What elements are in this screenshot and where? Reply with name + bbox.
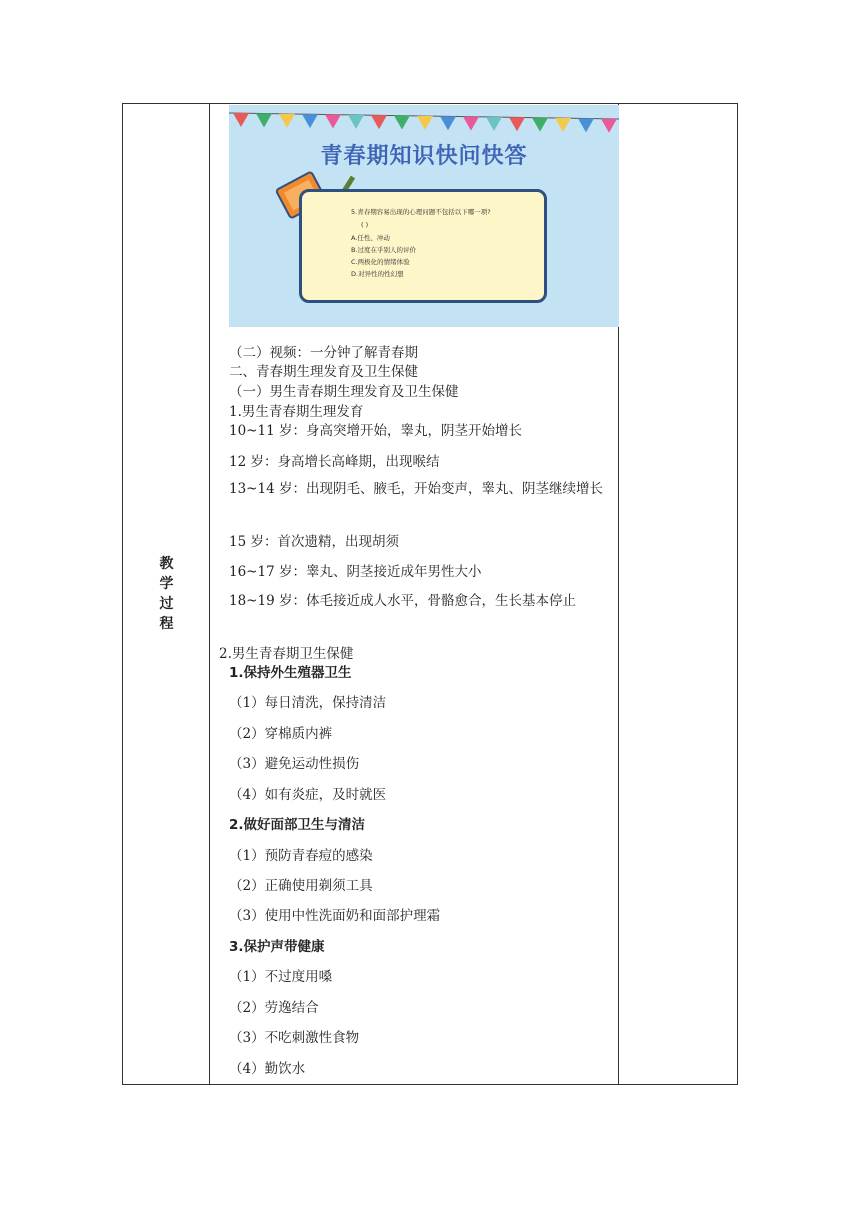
question-text: 5.青春期容易出现的心理问题不包括以下哪一项?	[351, 208, 491, 216]
slide-title: 青春期知识快问快答	[320, 144, 528, 169]
hygiene-item: （4）勤饮水	[229, 1061, 306, 1077]
quiz-slide-image	[229, 105, 619, 327]
hygiene-item: （3）使用中性洗面奶和面部护理霜	[229, 908, 441, 924]
heading-hygiene: 2.男生青春期卫生保健	[219, 646, 354, 662]
lesson-table	[122, 103, 738, 1085]
label-char: 程	[159, 616, 174, 632]
hygiene-heading: 1.保持外生殖器卫生	[229, 665, 352, 681]
hygiene-heading: 2.做好面部卫生与清洁	[229, 817, 366, 833]
label-char: 学	[159, 576, 174, 592]
age-item: 13~14 岁：出现阴毛、腋毛，开始变声，睾丸、阴茎继续增长	[229, 481, 603, 497]
hygiene-item: （1）每日清洗，保持清洁	[229, 695, 387, 711]
video-line: （二）视频：一分钟了解青春期	[229, 345, 418, 361]
hygiene-heading: 3.保护声带健康	[229, 939, 325, 955]
option-d: D.对异性的性幻想	[351, 270, 404, 278]
hygiene-item: （2）劳逸结合	[229, 1000, 319, 1016]
option-c: C.两极化的情绪体验	[351, 258, 410, 266]
section-heading: 二、青春期生理发育及卫生保健	[229, 364, 418, 380]
age-item: 12 岁：身高增长高峰期，出现喉结	[229, 454, 440, 470]
hygiene-item: （1）不过度用嗓	[229, 969, 333, 985]
hygiene-item: （3）避免运动性损伤	[229, 756, 360, 772]
age-item: 16~17 岁：睾丸、阴茎接近成年男性大小	[229, 564, 482, 580]
age-item: 10~11 岁：身高突增开始，睾丸，阴茎开始增长	[229, 423, 522, 439]
hygiene-item: （2）穿棉质内裤	[229, 726, 333, 742]
hygiene-item: （4）如有炎症，及时就医	[229, 787, 387, 803]
label-char: 教	[159, 556, 174, 572]
option-b: B.过度在乎别人的评价	[351, 246, 417, 254]
label-char: 过	[159, 596, 174, 612]
age-item: 15 岁：首次遗精，出现胡须	[229, 534, 399, 550]
hygiene-item: （1）预防青春痘的感染	[229, 848, 373, 864]
heading-development: 1.男生青春期生理发育	[229, 404, 364, 420]
age-item: 18~19 岁：体毛接近成人水平，骨骼愈合，生长基本停止	[229, 593, 576, 609]
option-a: A.任性、冲动	[351, 234, 390, 242]
teaching-process-label	[123, 104, 210, 1084]
hygiene-item: （2）正确使用剃须工具	[229, 878, 373, 894]
subsection-heading: （一）男生青春期生理发育及卫生保健	[229, 384, 459, 400]
answer-bracket: ( )	[361, 221, 369, 229]
hygiene-item: （3）不吃刺激性食物	[229, 1030, 360, 1046]
